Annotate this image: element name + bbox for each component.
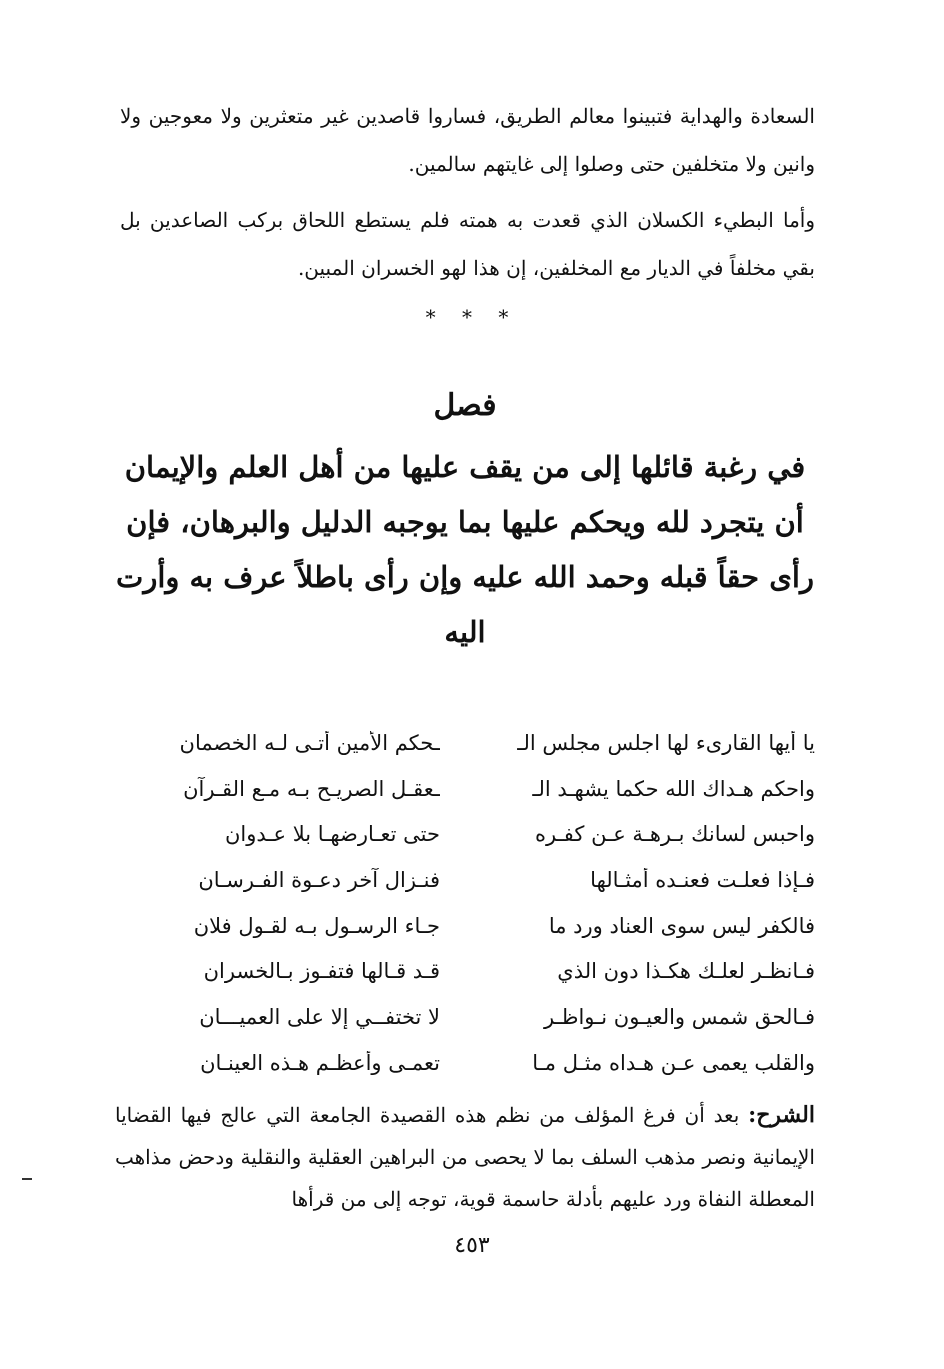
verse-second-hemistich: قـد قـالها فتفـوز بـالخسران [203, 959, 440, 984]
poem-verses [110, 720, 815, 1086]
verse-second-hemistich: حتى تعـارضهـا بلا عـدوان [224, 822, 440, 847]
verse-row [110, 994, 815, 1040]
verse-first-hemistich: فـإذا فعلـت فعنـده أمثـالها [590, 867, 815, 892]
verse-row [110, 857, 815, 903]
section-subtitle: في رغبة قائلها إلى من يقف عليها من أهل العلم والإيمان أن يتجرد لله ويحكم عليها بما يوجبه الدليل والبرهان، فإن رأى حقاً قبله وحمد الله عليه وإن رأى باطلاً عرف به وأرت اليه [116, 450, 814, 649]
verse-first-hemistich: فـالحق شمس والعيـون نـواظـر [544, 1004, 815, 1029]
verse-second-hemistich: فنـزال آخر دعـوة الفـرسـان [198, 867, 440, 892]
commentary-paragraph [115, 1094, 815, 1220]
verse-row [110, 903, 815, 949]
verse-row [110, 1040, 815, 1086]
verse-second-hemistich: لا تختفــي إلا على العميـــان [199, 1004, 440, 1029]
verse-second-hemistich: ـحكم الأمين أتـى لـه الخصمان [179, 730, 440, 755]
paragraph-sa-ada: السعادة والهداية فتبينوا معالم الطريق، فساروا قاصدين غير متعثرين ولا معوجين ولا وانين ولا متخلفين حتى وصلوا إلى غايتهم سالمين. [120, 104, 815, 176]
verse-first-hemistich: والقلب يعمى عـن هـداه مثـل مـا [532, 1050, 815, 1075]
verse-first-hemistich: واحبس لسانك بـرهـة عـن كفـره [535, 822, 815, 847]
verse-first-hemistich: فـانظـر لعلـك هكـذا دون الذي [557, 959, 815, 984]
verse-first-hemistich: فالكفر ليس سوى العناد ورد ما [548, 913, 815, 938]
verse-second-hemistich: ـعقـل الصريـح بـه مـع القـرآن [183, 776, 440, 801]
verse-row [110, 766, 815, 812]
margin-mark [22, 1178, 32, 1180]
verse-row [110, 948, 815, 994]
section-separator: * * * [425, 305, 519, 329]
verse-first-hemistich: يا أيها القارىء لها اجلس مجلس الـ [517, 730, 815, 755]
commentary-label: الشرح: [748, 1102, 815, 1128]
verse-second-hemistich: تعمـى وأعظـم هـذه العينـان [200, 1050, 440, 1075]
paragraph-batee: وأما البطيء الكسلان الذي قعدت به همته فلم يستطع اللحاق بركب الصاعدين بل بقي مخلفاً في الديار مع المخلفين، إن هذا لهو الخسران المبين. [120, 208, 815, 280]
verse-first-hemistich: واحكم هـداك الله حكما يشهـد الـ [532, 776, 815, 801]
section-title: فصل [433, 388, 497, 423]
verse-row [110, 811, 815, 857]
verse-second-hemistich: جـاء الرسـول بـه لقـول فلان [193, 913, 440, 938]
commentary-text: بعد أن فرغ المؤلف من نظم هذه القصيدة الجامعة التي عالج فيها القضايا الإيمانية ونصر مذهب السلف بما لا يحصى من البراهين العقلية والنقلية ودحض مذاهب المعطلة النفاة ورد عليهم بأدلة حاسمة قوية، توجه إلى من قرأها [115, 1103, 815, 1211]
verse-row [110, 720, 815, 766]
page-number: ٤٥٣ [454, 1233, 490, 1258]
